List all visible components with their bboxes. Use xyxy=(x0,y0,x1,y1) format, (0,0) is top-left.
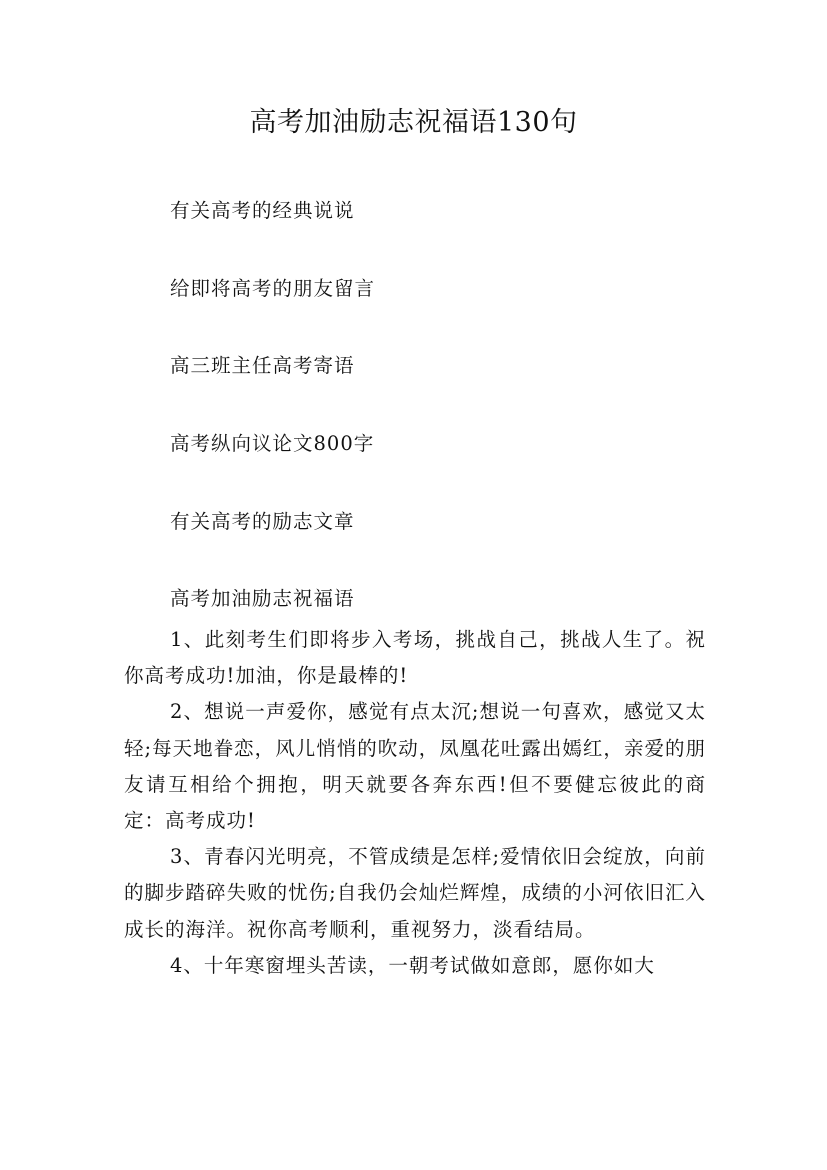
related-link-message-to-friends[interactable]: 给即将高考的朋友留言 xyxy=(170,277,376,300)
paragraph-2: 2、想说一声爱你，感觉有点太沉;想说一句喜欢，感觉又太轻;每天地眷恋，风儿悄悄的吹动，凤凰花吐露出嫣红，亲爱的朋友请互相给个拥抱，明天就要各奔东西!但不要健忘彼此的商定：高考成功! xyxy=(124,700,706,833)
related-link-teacher-message[interactable]: 高三班主任高考寄语 xyxy=(170,354,355,377)
paragraph-3: 3、青春闪光明亮，不管成绩是怎样;爱情依旧会绽放，向前的脚步踏碎失败的忧伤;自我仍会灿烂辉煌，成绩的小河依旧汇入成长的海洋。祝你高考顺利，重视努力，淡看结局。 xyxy=(124,845,706,941)
related-link-essay-800[interactable]: 高考纵向议论文800字 xyxy=(170,432,375,455)
body-text xyxy=(124,622,706,984)
paragraph-1: 1、此刻考生们即将步入考场，挑战自己，挑战人生了。祝你高考成功!加油，你是最棒的! xyxy=(124,628,706,688)
paragraph-4: 4、十年寒窗埋头苦读，一朝考试做如意郎，愿你如大 xyxy=(170,953,655,977)
page-title: 高考加油励志祝福语130句 xyxy=(249,107,578,138)
related-link-inspirational-article[interactable]: 有关高考的励志文章 xyxy=(170,510,355,533)
related-link-classic-posts[interactable]: 有关高考的经典说说 xyxy=(170,199,355,222)
section-heading: 高考加油励志祝福语 xyxy=(170,587,355,610)
